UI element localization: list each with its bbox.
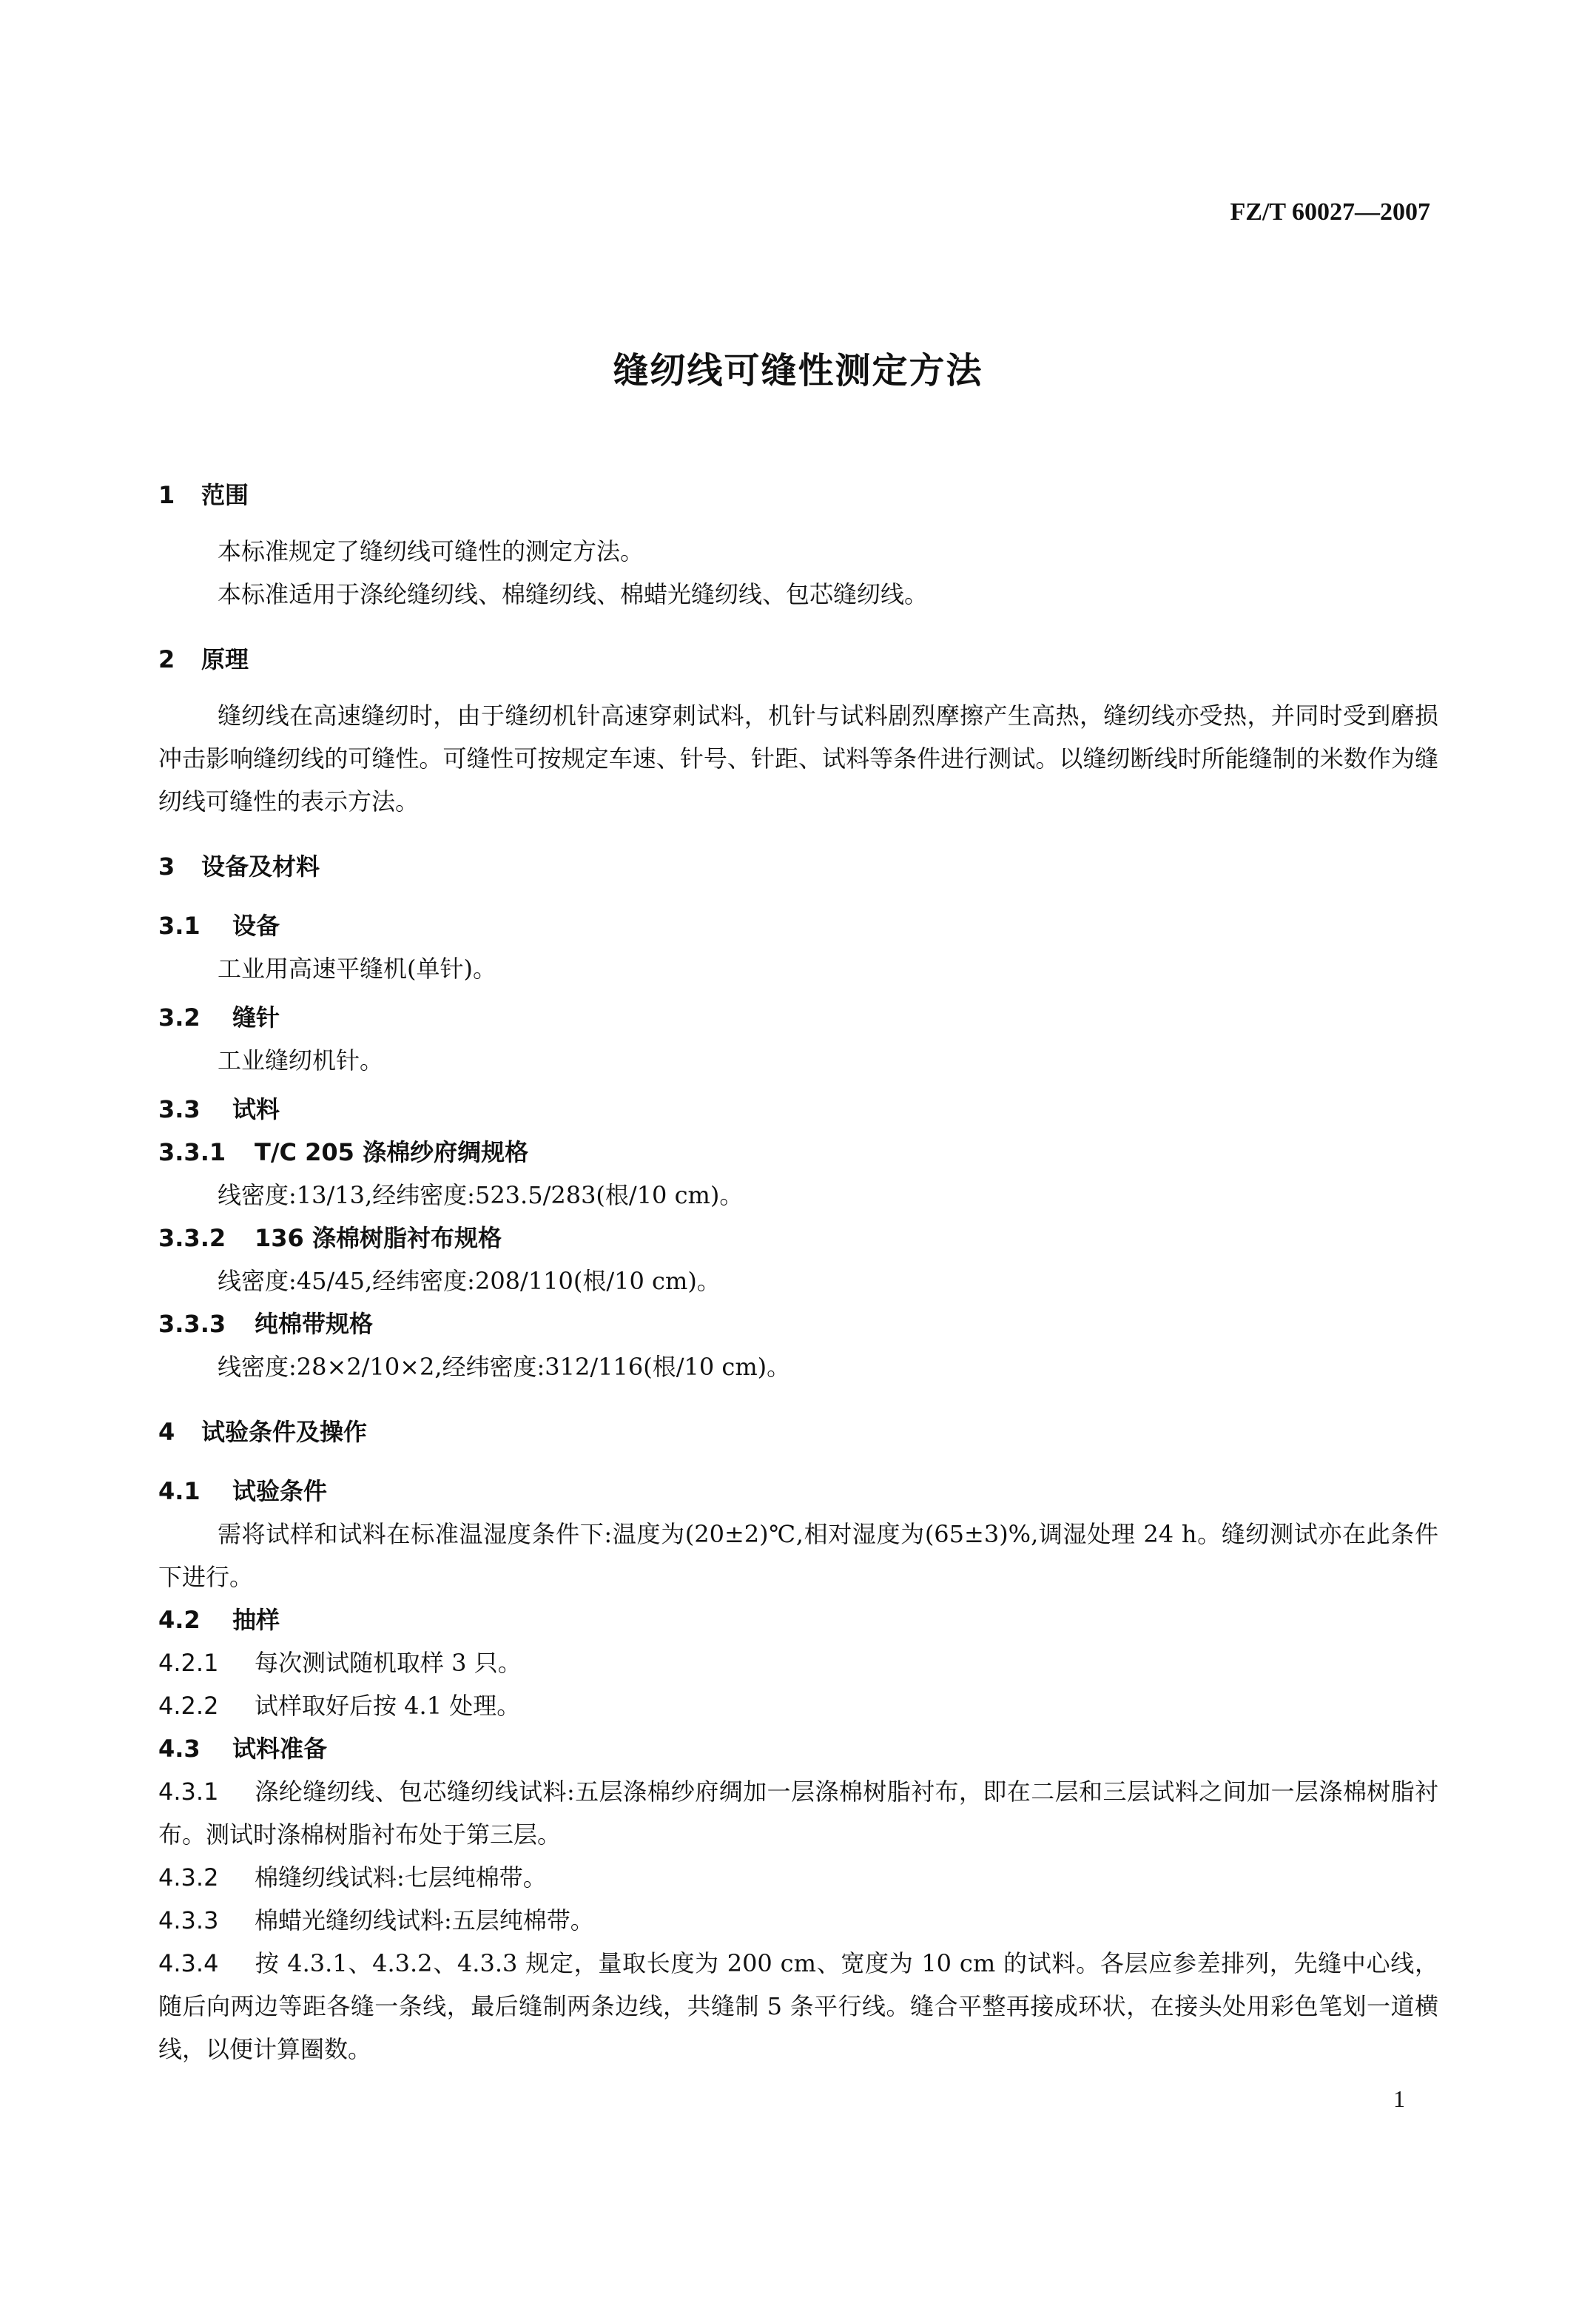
clause-number: 4.2.2 xyxy=(158,1692,219,1720)
clause-number: 3.3.3 xyxy=(158,1310,226,1338)
paragraph: 线密度:45/45,经纬密度:208/110(根/10 cm)。 xyxy=(218,1267,721,1295)
subsection-heading xyxy=(158,1088,1438,1131)
clause-number: 4.3.1 xyxy=(158,1778,219,1806)
paragraph: 本标准适用于涤纶缝纫线、棉缝纫线、棉蜡光缝纫线、包芯缝纫线。 xyxy=(218,580,929,608)
clause-title: T/C 205 涤棉纱府绸规格 xyxy=(255,1138,529,1166)
clause-title: 纯棉带规格 xyxy=(255,1310,374,1338)
clause-heading xyxy=(158,1302,1438,1345)
subsection-title: 试料准备 xyxy=(232,1735,328,1763)
standard-number: FZ/T 60027—2007 xyxy=(1230,198,1430,226)
subsection-number: 3.2 xyxy=(158,1003,201,1032)
document-body xyxy=(158,474,1438,2071)
section-number: 1 xyxy=(158,481,175,509)
subsection-number: 4.3 xyxy=(158,1735,201,1763)
subsection-title: 抽样 xyxy=(232,1606,280,1634)
clause-heading xyxy=(158,1131,1438,1174)
paragraph: 缝纫线在高速缝纫时，由于缝纫机针高速穿刺试料，机针与试料剧烈摩擦产生高热，缝纫线亦受热，并同时受到磨损冲击影响缝纫线的可缝性。可缝性可按规定车速、针号、针距、试料等条件进行测试。以缝纫断线时所能缝制的米数作为缝纫线可缝性的表示方法。 xyxy=(158,702,1438,816)
clause-item xyxy=(158,1684,1438,1727)
clause-text: 每次测试随机取样 3 只。 xyxy=(255,1649,522,1677)
document-title: 缝纫线可缝性测定方法 xyxy=(613,350,983,391)
clause-number: 4.3.4 xyxy=(158,1949,219,1977)
clause-item xyxy=(158,1641,1438,1684)
clause-text: 按 4.3.1、4.3.2、4.3.3 规定，量取长度为 200 cm、宽度为 10 cm 的试料。各层应参差排列，先缝中心线，随后向两边等距各缝一条线，最后缝制两条边线，共缝制 5 条平行线。缝合平整再接成环状，在接头处用彩色笔划一道横线，以便计算圈数。 xyxy=(158,1949,1438,2063)
subsection-heading xyxy=(158,1598,1438,1641)
subsection-heading xyxy=(158,904,1438,947)
subsection-heading xyxy=(158,1727,1438,1770)
paragraph: 工业缝纫机针。 xyxy=(218,1046,384,1075)
clause-number: 4.3.3 xyxy=(158,1906,219,1934)
subsection-title: 试验条件 xyxy=(232,1477,328,1505)
section-heading-test-conditions xyxy=(158,1410,1438,1453)
section-title: 试验条件及操作 xyxy=(201,1418,368,1446)
paragraph: 需将试样和试料在标准温湿度条件下:温度为(20±2)℃,相对湿度为(65±3)%,调湿处理 24 h。缝纫测试亦在此条件下进行。 xyxy=(158,1520,1438,1591)
section-heading-principle xyxy=(158,638,1438,681)
subsection-title: 设备 xyxy=(232,912,280,940)
section-number: 4 xyxy=(158,1418,175,1446)
subsection-number: 3.3 xyxy=(158,1095,201,1123)
subsection-number: 3.1 xyxy=(158,912,201,940)
clause-number: 3.3.2 xyxy=(158,1224,226,1252)
paragraph: 本标准规定了缝纫线可缝性的测定方法。 xyxy=(218,537,644,565)
clause-text: 涤纶缝纫线、包芯缝纫线试料:五层涤棉纱府绸加一层涤棉树脂衬布，即在二层和三层试料之间加一层涤棉树脂衬布。测试时涤棉树脂衬布处于第三层。 xyxy=(158,1778,1438,1849)
section-title: 原理 xyxy=(201,645,249,673)
section-number: 3 xyxy=(158,853,175,881)
clause-text: 棉蜡光缝纫线试料:五层纯棉带。 xyxy=(255,1906,594,1934)
subsection-title: 试料 xyxy=(232,1095,280,1123)
paragraph: 线密度:28×2/10×2,经纬密度:312/116(根/10 cm)。 xyxy=(218,1353,791,1381)
clause-number: 3.3.1 xyxy=(158,1138,226,1166)
clause-text: 棉缝纫线试料:七层纯棉带。 xyxy=(255,1863,547,1892)
subsection-number: 4.1 xyxy=(158,1477,201,1505)
subsection-heading xyxy=(158,996,1438,1039)
section-title: 设备及材料 xyxy=(201,853,320,881)
paragraph: 工业用高速平缝机(单针)。 xyxy=(218,955,496,983)
subsection-heading xyxy=(158,1470,1438,1513)
clause-text: 试样取好后按 4.1 处理。 xyxy=(255,1692,521,1720)
subsection-number: 4.2 xyxy=(158,1606,201,1634)
section-heading-equipment xyxy=(158,845,1438,888)
section-heading-scope xyxy=(158,474,1438,517)
clause-item xyxy=(158,1770,1438,1856)
clause-title: 136 涤棉树脂衬布规格 xyxy=(255,1224,502,1252)
section-title: 范围 xyxy=(201,481,249,509)
clause-number: 4.2.1 xyxy=(158,1649,219,1677)
clause-item xyxy=(158,1942,1438,2071)
clause-number: 4.3.2 xyxy=(158,1863,219,1892)
paragraph: 线密度:13/13,经纬密度:523.5/283(根/10 cm)。 xyxy=(218,1181,744,1209)
clause-item xyxy=(158,1856,1438,1899)
section-number: 2 xyxy=(158,645,175,673)
clause-item xyxy=(158,1899,1438,1942)
page-number: 1 xyxy=(1393,2085,1405,2112)
clause-heading xyxy=(158,1217,1438,1260)
subsection-title: 缝针 xyxy=(232,1003,280,1032)
